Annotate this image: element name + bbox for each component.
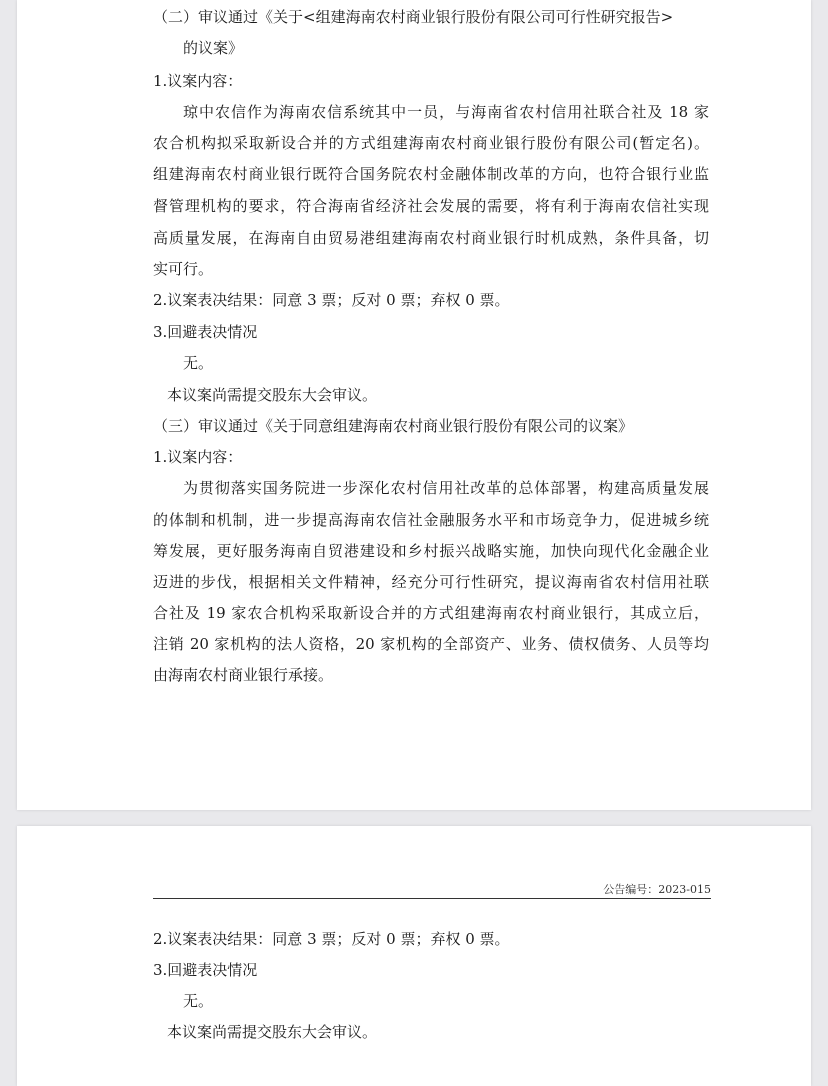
paragraph-line: 注销 20 家机构的法人资格，20 家机构的全部资产、业务、债权债务、人员等均 — [153, 635, 709, 653]
shareholder-note: 本议案尚需提交股东大会审议。 — [167, 386, 378, 404]
paragraph-line: 琼中农信作为海南农信系统其中一员，与海南省农村信用社联合社及 18 家 — [183, 103, 709, 121]
paragraph-line: 为贯彻落实国务院进一步深化农村信用社改革的总体部署，构建高质量发展 — [183, 479, 709, 497]
recusal-value: 无。 — [183, 354, 214, 372]
paragraph-line: 高质量发展，在海南自由贸易港组建海南农村商业银行时机成熟，条件具备，切 — [153, 229, 709, 247]
paragraph-line: 农合机构拟采取新设合并的方式组建海南农村商业银行股份有限公司(暂定名)。 — [153, 134, 709, 152]
paragraph-line: 督管理机构的要求，符合海南省经济社会发展的需要，将有利于海南农信社实现 — [153, 197, 709, 215]
document-page-1 — [17, 0, 811, 810]
paragraph-line: 合社及 19 家农合机构采取新设合并的方式组建海南农村商业银行，其成立后， — [153, 604, 709, 622]
document-page-2 — [17, 826, 811, 1086]
recusal-label: 3.回避表决情况 — [153, 323, 258, 341]
item-label: 1.议案内容： — [153, 448, 243, 466]
paragraph-line: 的体制和机制，进一步提高海南农信社金融服务水平和市场竞争力，促进城乡统 — [153, 511, 709, 529]
section-heading-2: （二）审议通过《关于<组建海南农村商业银行股份有限公司可行性研究报告> — [153, 8, 674, 26]
recusal-label: 3.回避表决情况 — [153, 961, 258, 979]
paragraph-line: 由海南农村商业银行承接。 — [153, 666, 334, 684]
section-heading-2-cont: 的议案》 — [183, 39, 244, 57]
paragraph-line: 实可行。 — [153, 260, 214, 278]
item-label: 1.议案内容： — [153, 72, 243, 90]
header-rule — [153, 898, 711, 899]
section-heading-3: （三）审议通过《关于同意组建海南农村商业银行股份有限公司的议案》 — [153, 417, 634, 435]
paragraph-line: 筹发展，更好服务海南自贸港建设和乡村振兴战略实施，加快向现代化金融企业 — [153, 542, 709, 560]
announcement-number: 公告编号：2023-015 — [603, 883, 711, 896]
recusal-value: 无。 — [183, 992, 214, 1010]
paragraph-line: 迈进的步伐，根据相关文件精神，经充分可行性研究，提议海南省农村信用社联 — [153, 573, 709, 591]
paragraph-line: 组建海南农村商业银行既符合国务院农村金融体制改革的方向，也符合银行业监 — [153, 165, 709, 183]
vote-result: 2.议案表决结果：同意 3 票；反对 0 票；弃权 0 票。 — [153, 291, 510, 309]
shareholder-note: 本议案尚需提交股东大会审议。 — [167, 1023, 378, 1041]
vote-result: 2.议案表决结果：同意 3 票；反对 0 票；弃权 0 票。 — [153, 930, 510, 948]
